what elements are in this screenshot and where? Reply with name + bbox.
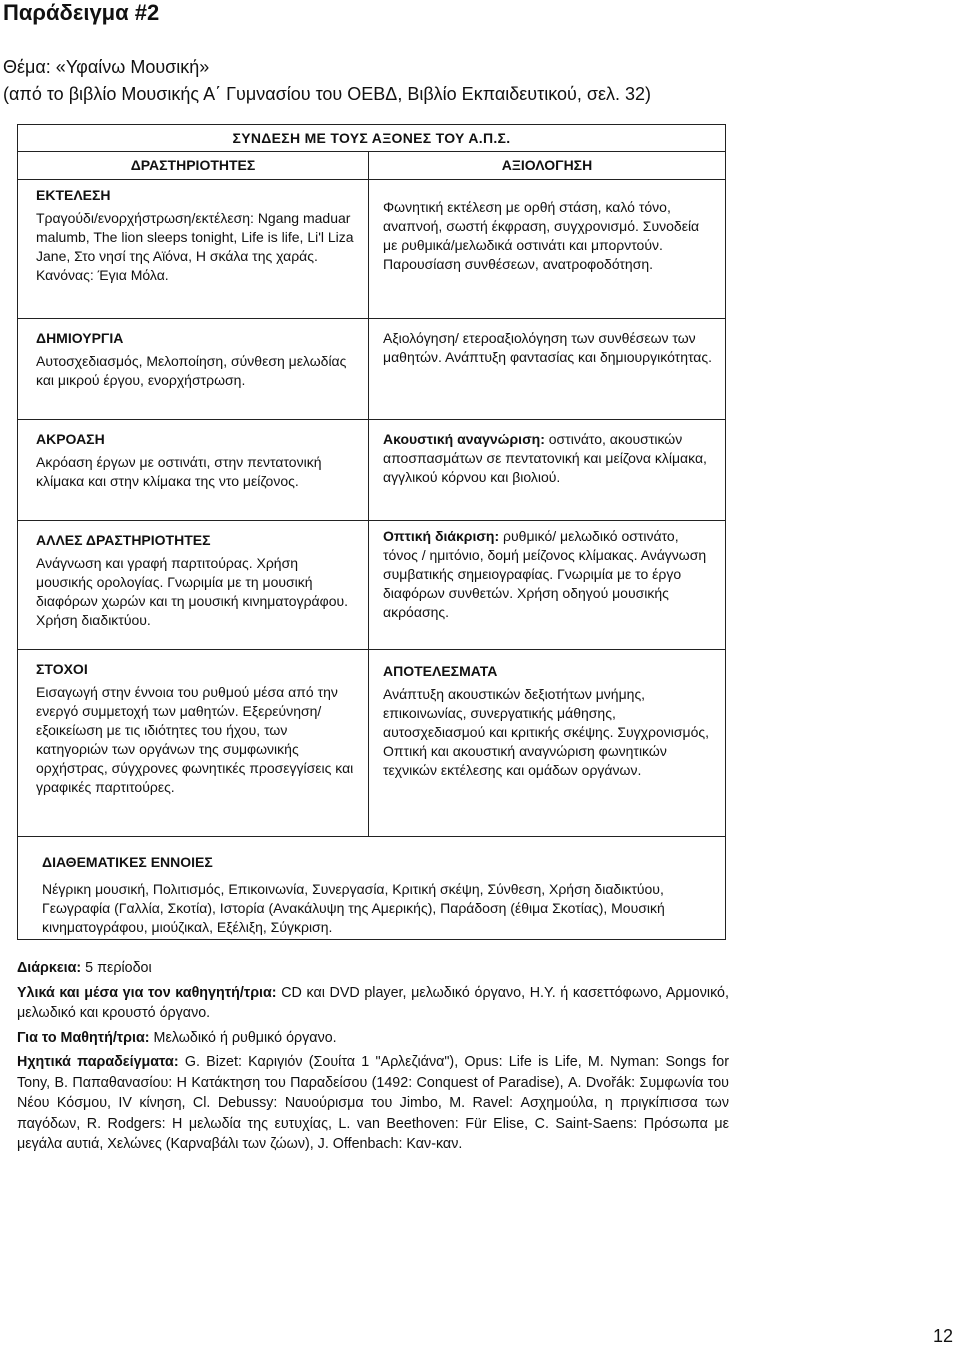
cell-execution bbox=[18, 180, 369, 319]
duration-value: 5 περίοδοι bbox=[85, 960, 152, 976]
cross-text: Νέγρικη μουσική, Πολιτισμός, Επικοινωνία, Συνεργασία, Κριτική σκέψη, Σύνθεση, Χρήση διαδικτύου, Γεωγραφία (Γαλλία, Σκοτία), Ιστορία (Ανακάλυψη της Αμερικής), Παράδοση (έθιμα Σκοτίας), Μουσική κινηματογράφου, μιούζικαλ, Εξέλιξη, Σύγκριση. bbox=[42, 881, 665, 935]
cell-label: Ακουστική αναγνώριση: bbox=[383, 431, 545, 447]
cell-goals bbox=[18, 650, 369, 837]
cell-text: οστινάτο, ακουστικών αποσπασμάτων σε πεντατονική και μείζονα κλίμακα, αγγλικού κόρνου και βιολιού. bbox=[383, 431, 707, 485]
cell-other-activities bbox=[18, 521, 369, 650]
cell-results bbox=[369, 650, 725, 837]
subject-block bbox=[3, 54, 651, 108]
cell-text: Ακρόαση έργων με οστινάτι, στην πεντατονική κλίμακα και στην κλίμακα της ντο μείζονος. bbox=[36, 454, 322, 489]
curriculum-table bbox=[17, 124, 726, 940]
column-header-activities: ΔΡΑΣΤΗΡΙΟΤΗΤΕΣ bbox=[18, 151, 369, 180]
cell-text: Τραγούδι/ενορχήστρωση/εκτέλεση: Ngang maduar malumb, The lion sleeps tonight, Life is life, Li'l Liza Jane, Στο νησί της Αϊόνα, Η σκάλα της χαράς. Κανόνας: Έγια Μόλα. bbox=[36, 210, 354, 283]
teacher-materials-value: CD και DVD player, μελωδικό όργανο, Η.Υ. ή κασεττόφωνο, Αρμονικό, μελωδικό και κρουστό όργανο. bbox=[17, 984, 729, 1021]
lesson-info bbox=[17, 958, 729, 1159]
cross-curricular-section bbox=[18, 837, 725, 939]
cell-label: ΔΗΜΙΟΥΡΓΙΑ bbox=[36, 330, 124, 346]
cell-other-evaluation bbox=[369, 521, 725, 650]
cell-creation bbox=[18, 319, 369, 420]
cell-listening bbox=[18, 420, 369, 521]
student-materials-value: Μελωδικό ή ρυθμικό όργανο. bbox=[153, 1029, 337, 1046]
subject-source: (από το βιβλίο Μουσικής Α΄ Γυμνασίου του ΟΕΒΔ, Βιβλίο Εκπαιδευτικού, σελ. 32) bbox=[3, 84, 652, 104]
page-number: 12 bbox=[932, 1326, 953, 1346]
teacher-materials-label: Υλικά και μέσα για τον καθηγητή/τρια: bbox=[17, 984, 277, 1001]
cell-text: Ανάγνωση και γραφή παρτιτούρας. Χρήση μουσικής ορολογίας. Γνωριμία με τη μουσική διαφόρων χωρών και τη μουσική κινηματογράφου. Χρήση διαδικτύου. bbox=[36, 555, 349, 628]
table-title: ΣΥΝΔΕΣΗ ΜΕ ΤΟΥΣ ΑΞΟΝΕΣ ΤΟΥ Α.Π.Σ. bbox=[18, 125, 725, 152]
audio-examples-label: Ηχητικά παραδείγματα: bbox=[17, 1054, 179, 1070]
cell-text: Ανάπτυξη ακουστικών δεξιοτήτων μνήμης, επικοινωνίας, συνεργατικής μάθησης, αυτοσχεδιασμού και κριτικής σκέψης. Συγχρονισμός, Οπτική και ακουστική αναγνώριση φωνητικών τεχνικών εκτέλεσης και ομάδων οργάνων. bbox=[383, 686, 710, 778]
cell-text: ρυθμικό/ μελωδικό οστινάτο, τόνος / ημιτόνιο, δομή μείζονος κλίμακας. Ανάγνωση συμβατικής σημειογραφίας. Γνωριμία με το έργο διαφόρων συνθετών. Χρήση οδηγού μουσικής ακρόασης. bbox=[383, 528, 707, 620]
student-materials-line bbox=[17, 1028, 729, 1049]
cell-label: ΣΤΟΧΟΙ bbox=[36, 661, 88, 677]
cell-label: ΕΚΤΕΛΕΣΗ bbox=[36, 187, 111, 203]
cell-execution-evaluation bbox=[369, 180, 725, 319]
cell-text: Αυτοσχεδιασμός, Μελοποίηση, σύνθεση μελωδίας και μικρού έργου, ενορχήστρωση. bbox=[36, 353, 347, 388]
cell-label: ΑΛΛΕΣ ΔΡΑΣΤΗΡΙΟΤΗΤΕΣ bbox=[36, 532, 211, 548]
cross-label: ΔΙΑΘΕΜΑΤΙΚΕΣ ΕΝΝΟΙΕΣ bbox=[42, 854, 213, 870]
audio-examples-line bbox=[17, 1052, 729, 1155]
cell-text: Εισαγωγή στην έννοια του ρυθμού μέσα από την ενεργό συμμετοχή των μαθητών. Εξερεύνηση/εξοικείωση με τις ιδιότητες του ήχου, των κατηγοριών των οργάνων της συμφωνικής ορχήστρας, σύγχρονες φωνητικές προσεγγίσεις και γραφικές παρτιτούρες. bbox=[36, 684, 354, 795]
cell-label: ΑΠΟΤΕΛΕΣΜΑΤΑ bbox=[383, 663, 498, 679]
page-heading: Παράδειγμα #2 bbox=[3, 0, 160, 25]
subject-title: Θέμα: «Υφαίνω Μουσική» bbox=[3, 57, 210, 77]
cell-text: Αξιολόγηση/ ετεροαξιολόγηση των συνθέσεων των μαθητών. Ανάπτυξη φαντασίας και δημιουργικότητας. bbox=[383, 330, 713, 365]
duration-label: Διάρκεια: bbox=[17, 960, 82, 976]
cell-label: ΑΚΡΟΑΣΗ bbox=[36, 431, 105, 447]
teacher-materials-line bbox=[17, 983, 729, 1024]
cell-creation-evaluation bbox=[369, 319, 725, 420]
cell-listening-evaluation bbox=[369, 420, 725, 521]
audio-examples-value: G. Bizet: Καριγιόν (Σουίτα 1 "Αρλεζιάνα"), Opus: Life is Life, M. Nyman: Songs for Tony, Β. Παπαθανασίου: Η Κατάκτηση του Παραδείσου (1492: Conquest of Paradise), A. Dvořák: Συμφωνία του Νέου Κόσμου, IV κίνηση, Cl. Debussy: Ναυούρισμα του Jimbo, M. Ravel: Ασχημούλα, η πριγκίπισσα των παγόδων, R. Rodgers: Η μελωδία της ευτυχίας, L. van Beethoven: Für Elise, C. Saint-Saens: Πρόσωπα με μεγάλα αυτιά, Χελώνες (Καρναβάλι των ζώων), J. Offenbach: Καν-καν. bbox=[17, 1054, 729, 1152]
student-materials-label: Για το Μαθητή/τρια: bbox=[17, 1029, 150, 1046]
cell-label: Οπτική διάκριση: bbox=[383, 528, 500, 544]
duration-line bbox=[17, 958, 729, 979]
column-header-evaluation: ΑΞΙΟΛΟΓΗΣΗ bbox=[369, 151, 725, 180]
cell-text: Φωνητική εκτέλεση με ορθή στάση, καλό τόνο, αναπνοή, σωστή έκφραση, συγχρονισμό. Συνοδεία με ρυθμικά/μελωδικά οστινάτι και μπορντούν. Παρουσίαση συνθέσεων, ανατροφοδότηση. bbox=[383, 199, 700, 272]
